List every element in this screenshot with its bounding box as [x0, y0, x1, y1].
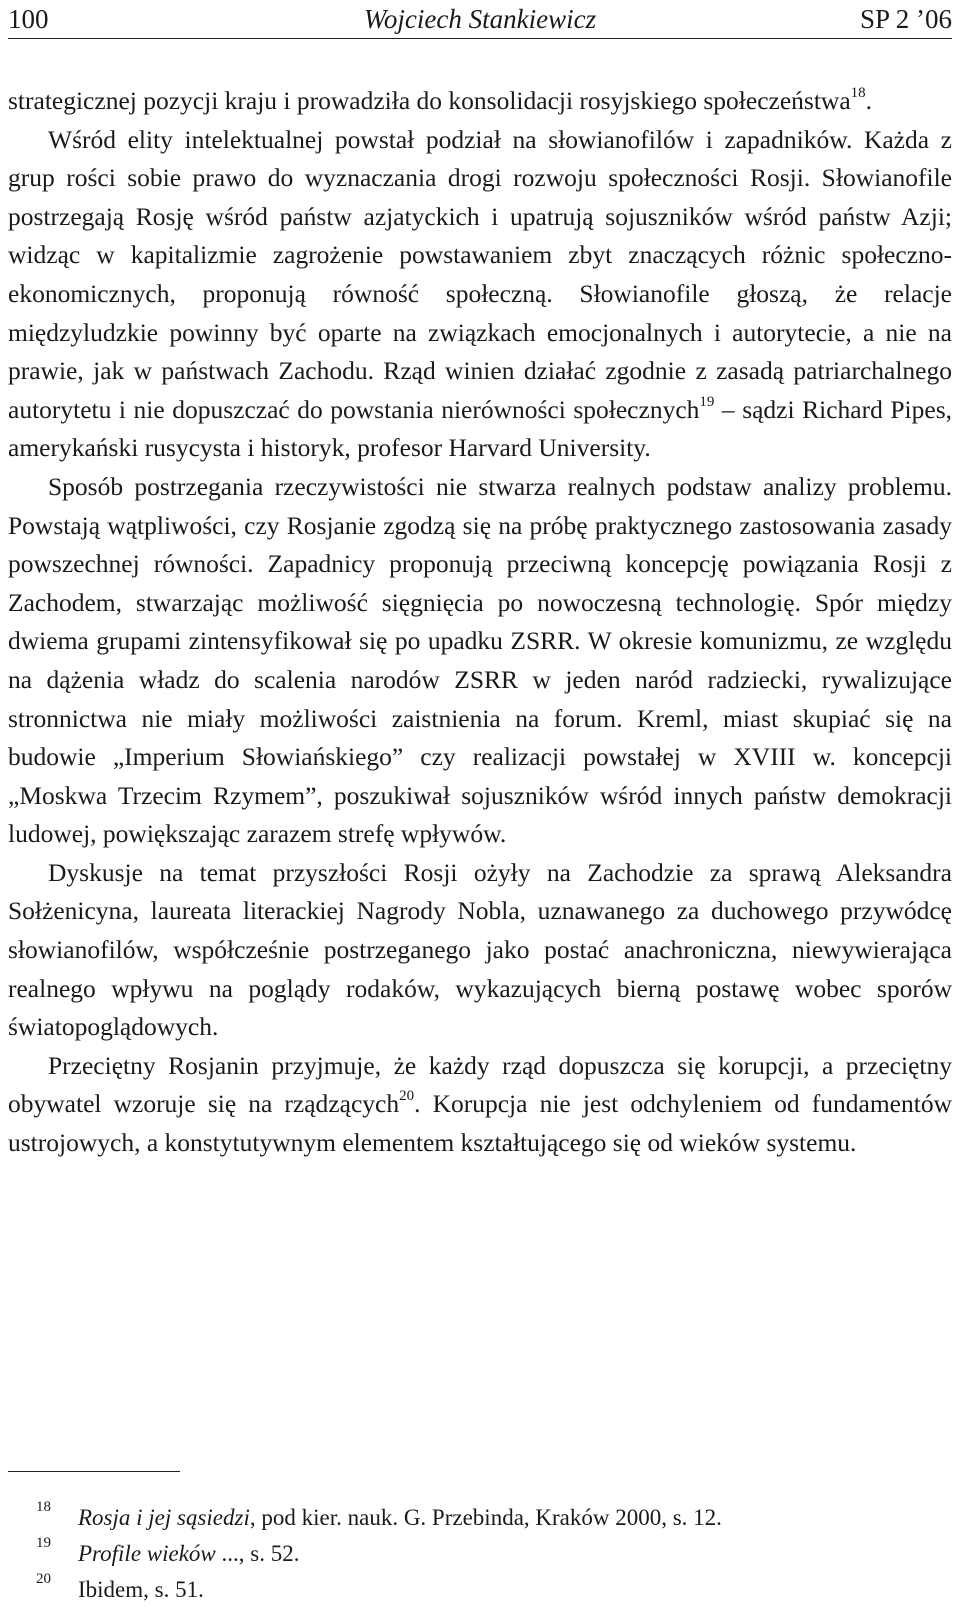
footnote-title: Rosja i jej sąsiedzi: [78, 1505, 250, 1530]
footnote-rest: ..., s. 52.: [215, 1541, 300, 1566]
footnote-text: [42, 1500, 722, 1536]
running-journal-issue: SP 2 ’06: [859, 4, 952, 34]
paragraph-tail: . Korupcja nie jest odchyleniem od fundamentów ustrojowych, a konstytutywnym elementem kształtującego się od wieków systemu.: [8, 1089, 952, 1158]
footnote: 18 Rosja i jej sąsiedzi, pod kier. nauk. G. Przebinda, Kraków 2000, s. 12.: [8, 1500, 952, 1536]
paragraph: [8, 82, 952, 121]
paragraph: [8, 468, 952, 854]
paragraph-text: Dyskusje na temat przyszłości Rosji ożyły na Zachodzie za sprawą Aleksandra Sołżenicyna, laureata literackiej Nagrody Nobla, uznawanego za duchowego przywódcę słowianofilów, współcześnie postrzeganego jako postać anachroniczna, niewywierająca realnego wpływu na poglądy rodaków, wykazujących bierną postawę wobec sporów światopoglądowych.: [8, 857, 952, 1042]
paragraph-text: Wśród elity intelektualnej powstał podział na słowianofilów i zapadników. Każda z grup rości sobie prawo do wyznaczania drogi rozwoju społeczności Rosji. Słowianofile postrzegają Rosję wśród państw azjatyckich i upatrują sojuszników wśród państw Azji; widząc w kapitalizmie zagrożenie powstawaniem zbyt znaczących różnic społeczno-ekonomicznych, proponują równość społeczną. Słowianofile głoszą, że relacje międzyludzkie powinny być oparte na związkach emocjonalnych i autorytecie, a nie na prawie, jak w państwach Zachodu. Rząd winien działać zgodnie z zasadą patriarchalnego autorytetu i nie dopuszczać do powstania nierówności społecznych: [8, 124, 952, 424]
paragraph: [8, 854, 952, 1047]
footnote: 19 Profile wieków ..., s. 52.: [8, 1536, 952, 1572]
paragraph-text: Przeciętny Rosjanin przyjmuje, że każdy rząd dopuszcza się korupcji, a przeciętny obywatel wzoruje się na rządzących: [8, 1050, 952, 1119]
footnote-title: Profile wieków: [78, 1541, 216, 1566]
paragraph-tail: .: [865, 86, 873, 115]
body-text: [8, 82, 952, 1163]
footnotes: [8, 1500, 952, 1608]
footnote-reference: 19: [699, 393, 715, 410]
paragraph: [8, 121, 952, 468]
footnote-rest: Ibidem, s. 51.: [78, 1577, 204, 1602]
footnote-reference: 20: [399, 1088, 415, 1105]
paragraph-tail: – sądzi Richard Pipes, amerykański rusycysta i historyk, profesor Harvard University.: [8, 394, 952, 463]
footnote-reference: 18: [850, 85, 866, 101]
running-header: [8, 0, 952, 39]
footnote-separator: [8, 1471, 180, 1472]
paragraph: [8, 1047, 952, 1163]
paragraph-text: Sposób postrzegania rzeczywistości nie stwarza realnych podstaw analizy problemu. Powstają wątpliwości, czy Rosjanie zgodzą się na próbę praktycznego zastosowania zasady powszechnej równości. Zapadnicy proponują przeciwną koncepcję powiązania Rosji z Zachodem, stwarzając możliwość sięgnięcia po nowoczesną technologię. Spór między dwiema grupami zintensyfikował się po upadku ZSRR. W okresie komunizmu, ze względu na dążenia władz do scalenia narodów ZSRR w jeden naród radziecki, rywalizujące stronnictwa nie miały możliwości zaistnienia na forum. Kreml, miast skupiać się na budowie „Imperium Słowiańskiego” czy realizacji powstałej w XVIII w. koncepcji „Moskwa Trzecim Rzymem”, poszukiwał sojuszników wśród innych państw demokracji ludowej, powiększając zarazem strefę wpływów.: [8, 471, 952, 849]
paragraph-text: strategicznej pozycji kraju i prowadziła do konsolidacji rosyjskiego społeczeństwa: [8, 86, 851, 115]
footnote: 20 Ibidem, s. 51.: [8, 1572, 952, 1608]
footnote-rest: , pod kier. nauk. G. Przebinda, Kraków 2000, s. 12.: [249, 1505, 722, 1530]
running-author: Wojciech Stankiewicz: [363, 4, 597, 34]
page-number: 100: [8, 4, 49, 34]
footnote-text: [42, 1536, 299, 1572]
footnote-text: [42, 1572, 204, 1608]
